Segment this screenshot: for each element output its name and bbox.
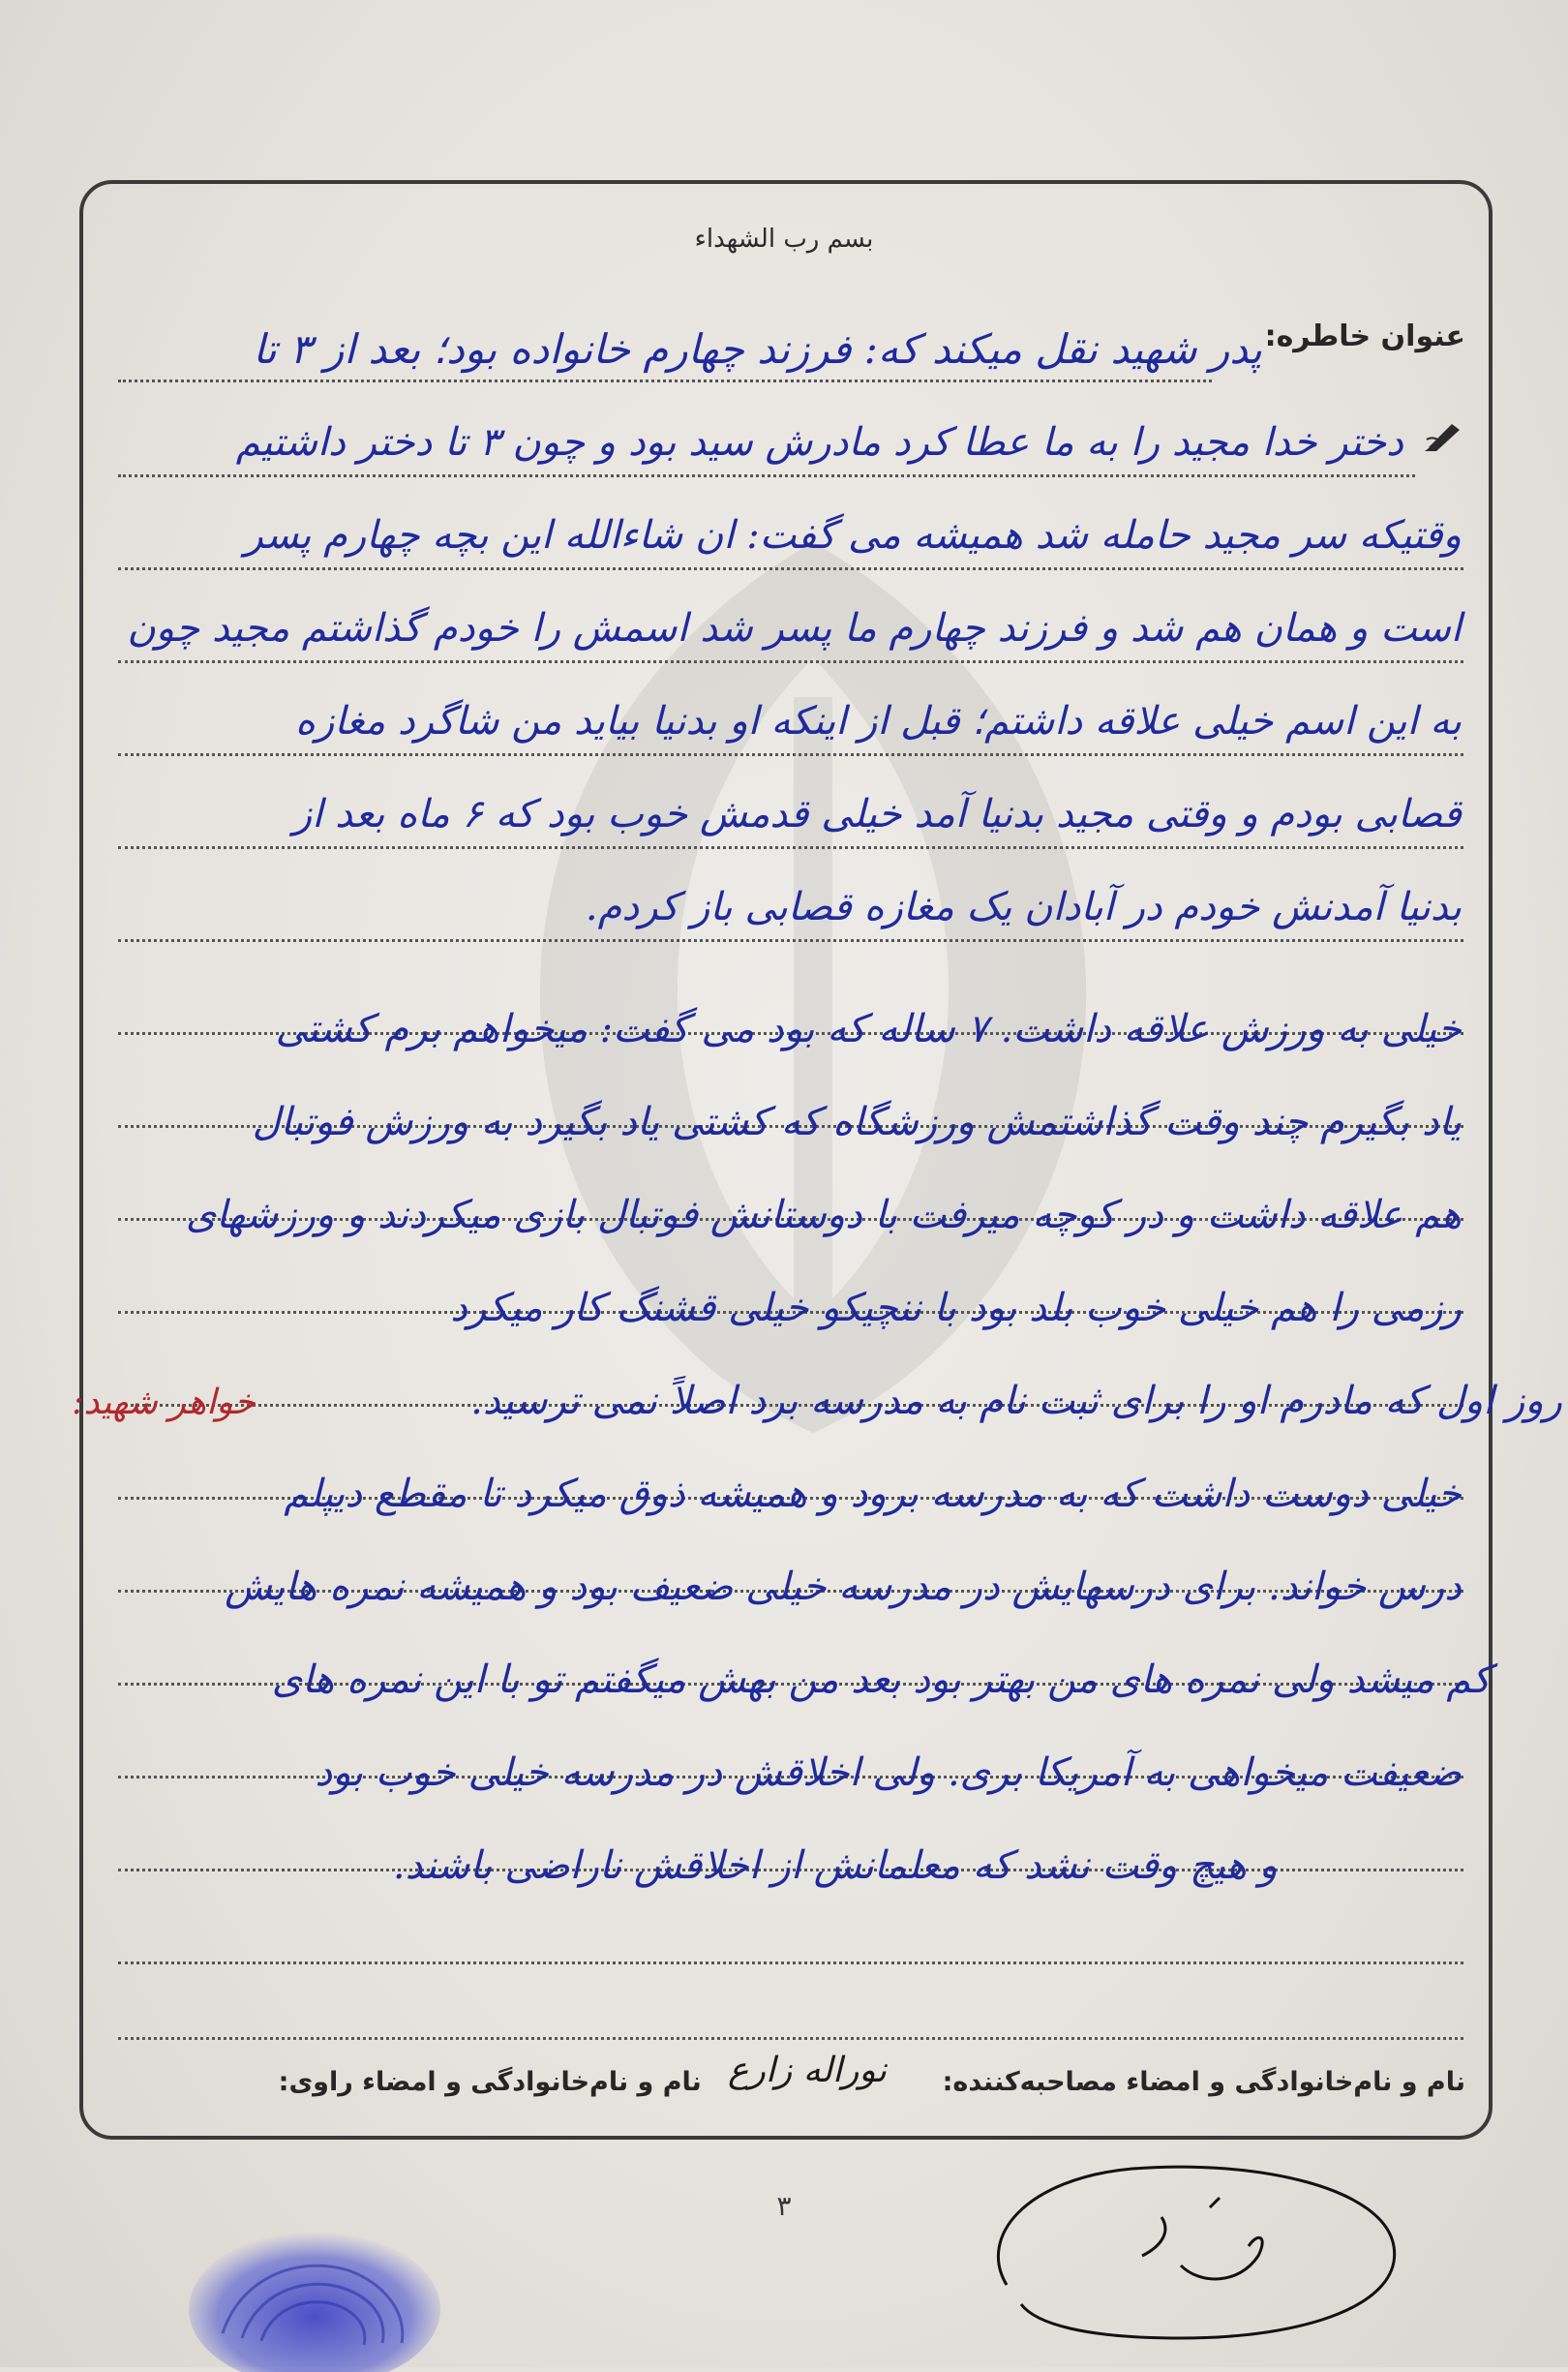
- rule-line: [118, 939, 1463, 942]
- sister-line: خیلی دوست داشت که به مدرسه برود و همیشه ذوق میکرد تا مقطع دیپلم: [284, 1472, 1462, 1516]
- narrative-line: است و همان هم شد و فرزند چهارم ما پسر شد اسمش را خودم گذاشتم مجید چون: [127, 606, 1462, 651]
- narrative-line: یاد بگیرم چند وقت گذاشتمش ورزشگاه که کشتی یاد بگیرد به ورزش فوتبال: [252, 1100, 1462, 1144]
- sister-line: ضعیفت میخواهی به آمریکا بری. ولی اخلاقش در مدرسه خیلی خوب بود: [315, 1750, 1462, 1795]
- narrative-line: به این اسم خیلی علاقه داشتم؛ قبل از اینکه او بدنیا بیاید من شاگرد مغازه: [295, 699, 1462, 744]
- sister-line: درس خواند. برای درسهایش در مدرسه خیلی ضعیف بود و همیشه نمره هایش: [225, 1565, 1462, 1609]
- rule-line: [118, 2037, 1463, 2040]
- rule-line: [118, 474, 1415, 477]
- signature: [968, 2140, 1423, 2357]
- rule-line: [118, 1961, 1463, 1964]
- memory-title-label: عنوان خاطره:: [1264, 319, 1465, 353]
- narrative-line: خیلی به ورزش علاقه داشت. ۷ ساله که بود می گفت: میخواهم برم کشتی: [275, 1007, 1462, 1051]
- form-heading: بسم رب الشهداء: [694, 225, 874, 254]
- interviewer-label: نام و نام‌خانوادگی و امضاء مصاحبه‌کننده:: [942, 2067, 1465, 2097]
- narrative-line: قصابی بودم و وقتی مجید بدنیا آمد خیلی قدمش خوب بود که ۶ ماه بعد از: [292, 792, 1462, 836]
- narrative-line: رزمی را هم خیلی خوب بلد بود با ننچیکو خیلی قشنگ کار میکرد: [450, 1286, 1462, 1330]
- rule-line: [118, 567, 1463, 570]
- sister-line: کم میشد ولی نمره های من بهتر بود بعد من بهش میگفتم تو با این نمره های: [271, 1657, 1491, 1702]
- rule-line: [118, 660, 1463, 663]
- rule-line: [118, 380, 1212, 382]
- narrator-label: نام و نام‌خانوادگی و امضاء راوی:: [278, 2067, 702, 2097]
- narrative-line: دختر خدا مجید را به ما عطا کرد مادرش سید بود و چون ۳ تا دختر داشتیم: [235, 420, 1403, 465]
- pen-writing-icon: [1423, 418, 1465, 453]
- rule-line: [118, 846, 1463, 849]
- narrative-line: پدر شهید نقل میکند که: فرزند چهارم خانواده بود؛ بعد از ۳ تا: [253, 325, 1262, 373]
- sister-line: روز اول که مادرم او را برای ثبت نام به مدرسه برد اصلاً نمی ترسید.: [470, 1379, 1562, 1423]
- rule-line: [118, 753, 1463, 756]
- sister-line: و هیچ وقت نشد که معلمانش از اخلاقش ناراضی باشند.: [392, 1843, 1278, 1888]
- sister-label: خواهر شهید:: [72, 1383, 256, 1422]
- fingerprint: [184, 2217, 445, 2372]
- interviewer-name: نوراله زارع: [728, 2051, 887, 2090]
- narrative-line: وقتیکه سر مجید حامله شد همیشه می گفت: ان شاءالله این بچه چهارم پسر: [244, 513, 1462, 558]
- page-number: ۳: [776, 2190, 792, 2222]
- narrative-line: هم علاقه داشت و در کوچه میرفت با دوستانش فوتبال بازی میکردند و ورزشهای: [185, 1193, 1462, 1237]
- narrative-line: بدنیا آمدنش خودم در آبادان یک مغازه قصابی باز کردم.: [585, 885, 1462, 929]
